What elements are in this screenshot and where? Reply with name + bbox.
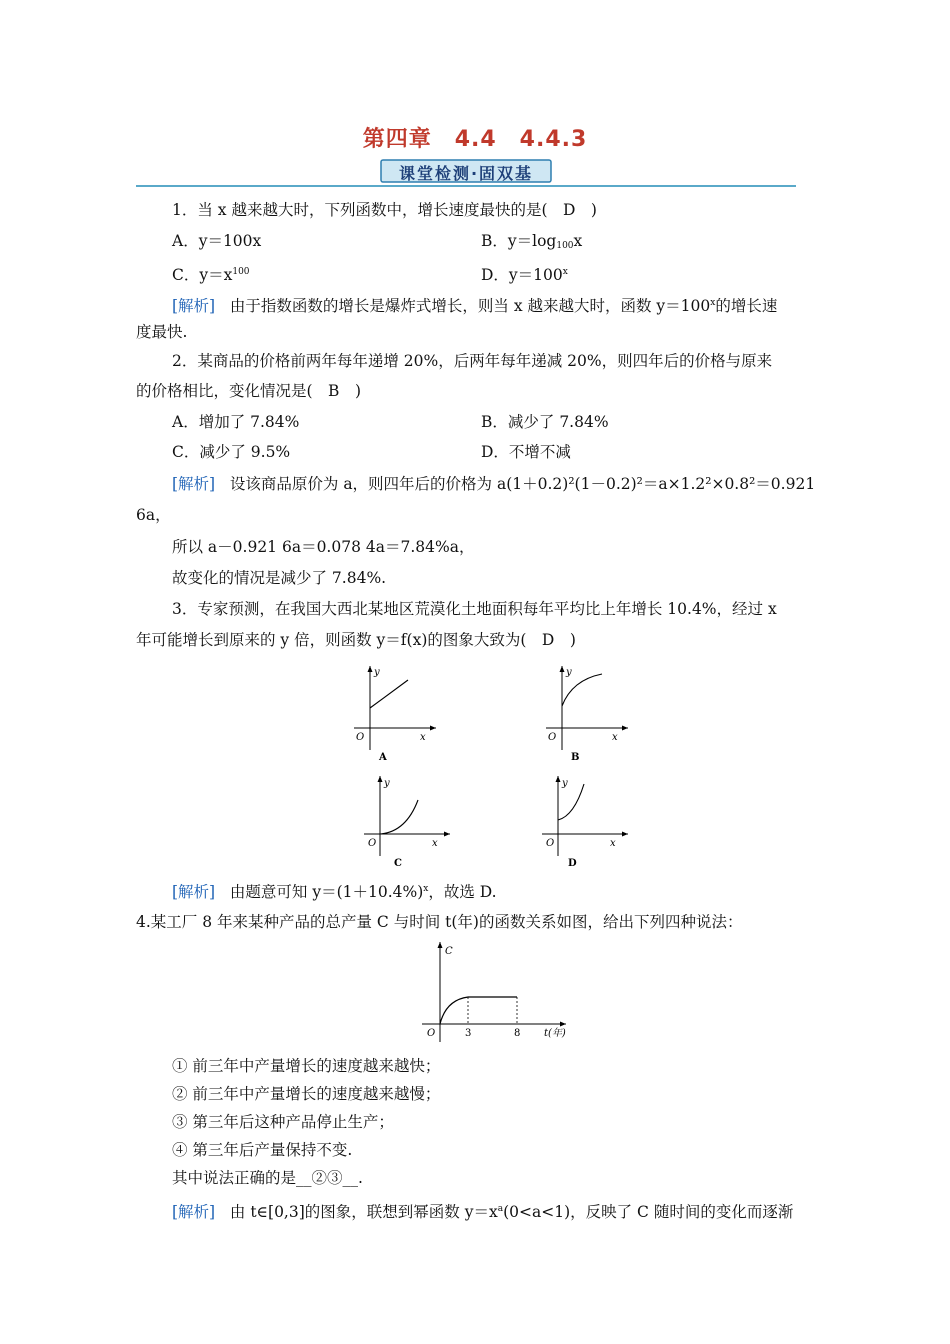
graph-label: A bbox=[379, 752, 387, 763]
axis-y-label: y bbox=[566, 667, 572, 678]
q1-option-c: C．$y=x^{100}$ bbox=[172, 266, 250, 284]
q1-option-b: B．$y=\log_{100}x$ bbox=[481, 232, 583, 251]
origin-label: O bbox=[356, 732, 365, 743]
q4-graph bbox=[416, 938, 572, 1046]
q4-stem: 4.某工厂 8 年来某种产品的总产量 C 与时间 t(年)的函数关系如图，给出下列四种说法： bbox=[136, 913, 743, 931]
q4-item-4: ④ 第三年后产量保持不变. bbox=[172, 1141, 353, 1159]
q4-conclusion: 其中说法正确的是__②③__. bbox=[172, 1169, 363, 1187]
origin-label: O bbox=[546, 838, 555, 849]
q3-stem-1: 3．专家预测，在我国大西北某地区荒漠化土地面积每年平均比上年增长 10.4%，经过 x bbox=[172, 600, 777, 618]
analysis-tag: [解析] bbox=[172, 297, 216, 315]
axis-x-label: x bbox=[610, 838, 616, 849]
q3-graph-d bbox=[532, 772, 632, 872]
graph-label: B bbox=[571, 752, 580, 763]
tick-label: 3 bbox=[465, 1028, 472, 1039]
q3-analysis: [解析] 由题意可知 $y=(1+10.4\%)^x$，故选 D. bbox=[172, 883, 497, 901]
axis-y-label: y bbox=[384, 778, 390, 789]
answer-blank: __②③__ bbox=[296, 1169, 359, 1187]
analysis-tag: [解析] bbox=[172, 1203, 216, 1221]
q4-item-3: ③ 第三年后这种产品停止生产； bbox=[172, 1113, 394, 1131]
q2-analysis-step: 所以 a－0.921 6a＝0.078 4a＝7.84%a， bbox=[172, 538, 475, 556]
header-rule bbox=[136, 185, 796, 187]
q2-analysis-result: 故变化的情况是减少了 7.84%. bbox=[172, 569, 387, 587]
q1-stem: 1．当 x 越来越大时，下列函数中，增长速度最快的是( D ) bbox=[172, 201, 597, 219]
tick-label: 8 bbox=[514, 1028, 521, 1039]
q2-option-b: B．减少了 7.84% bbox=[481, 413, 609, 431]
q2-analysis-cont: 6a， bbox=[136, 506, 171, 524]
axis-y-label: y bbox=[374, 667, 380, 678]
q4-analysis: [解析] 由 t∈[0,3]的图象，联想到幂函数 $y=x^a(0<a<1)$，反映了 C 随时间的变化而逐渐 bbox=[172, 1203, 794, 1221]
q1-analysis-cont: 度最快. bbox=[136, 323, 188, 341]
origin-label: O bbox=[548, 732, 557, 743]
q2-option-a: A．增加了 7.84% bbox=[172, 413, 300, 431]
q4-item-1: ① 前三年中产量增长的速度越来越快； bbox=[172, 1057, 441, 1075]
graph-label: D bbox=[568, 858, 577, 869]
section-banner: 课堂检测·固双基 bbox=[398, 164, 534, 183]
q2-option-d: D．不增不减 bbox=[481, 443, 571, 461]
q2-analysis: [解析] 设该商品原价为 a，则四年后的价格为 a(1＋0.2)²(1－0.2)²＝a×1.2²×0.8²＝0.921 bbox=[172, 475, 816, 493]
q3-graph-c bbox=[354, 772, 454, 872]
axis-x-label: x bbox=[420, 732, 426, 743]
q1-option-a: A．y＝100x bbox=[172, 232, 262, 250]
analysis-tag: [解析] bbox=[172, 475, 216, 493]
q2-option-c: C．减少了 9.5% bbox=[172, 443, 291, 461]
axis-c-label: C bbox=[445, 946, 453, 957]
origin-label: O bbox=[368, 838, 377, 849]
page-title: 第四章 4.4 4.4.3 bbox=[362, 127, 588, 152]
q3-stem-2: 年可能增长到原来的 y 倍，则函数 y＝f(x)的图象大致为( D ) bbox=[136, 631, 576, 649]
axis-y-label: y bbox=[562, 778, 568, 789]
axis-x-label: x bbox=[432, 838, 438, 849]
q2-stem-2: 的价格相比，变化情况是( B ) bbox=[136, 382, 361, 400]
q4-item-2: ② 前三年中产量增长的速度越来越慢； bbox=[172, 1085, 441, 1103]
q3-graph-a bbox=[340, 662, 440, 766]
axis-x-label: x bbox=[612, 732, 618, 743]
q2-stem-1: 2．某商品的价格前两年每年递增 20%，后两年每年递减 20%，则四年后的价格与原来 bbox=[172, 352, 773, 370]
q1-analysis: [解析] 由于指数函数的增长是爆炸式增长，则当 x 越来越大时，函数 $y=100^x$的增长速 bbox=[172, 297, 778, 315]
origin-label: O bbox=[427, 1028, 436, 1039]
q1-option-d: D．$y=100^x$ bbox=[481, 266, 568, 284]
analysis-tag: [解析] bbox=[172, 883, 216, 901]
graph-label: C bbox=[394, 858, 402, 869]
q3-graph-b bbox=[532, 662, 632, 766]
axis-t-label: t(年) bbox=[544, 1028, 566, 1039]
